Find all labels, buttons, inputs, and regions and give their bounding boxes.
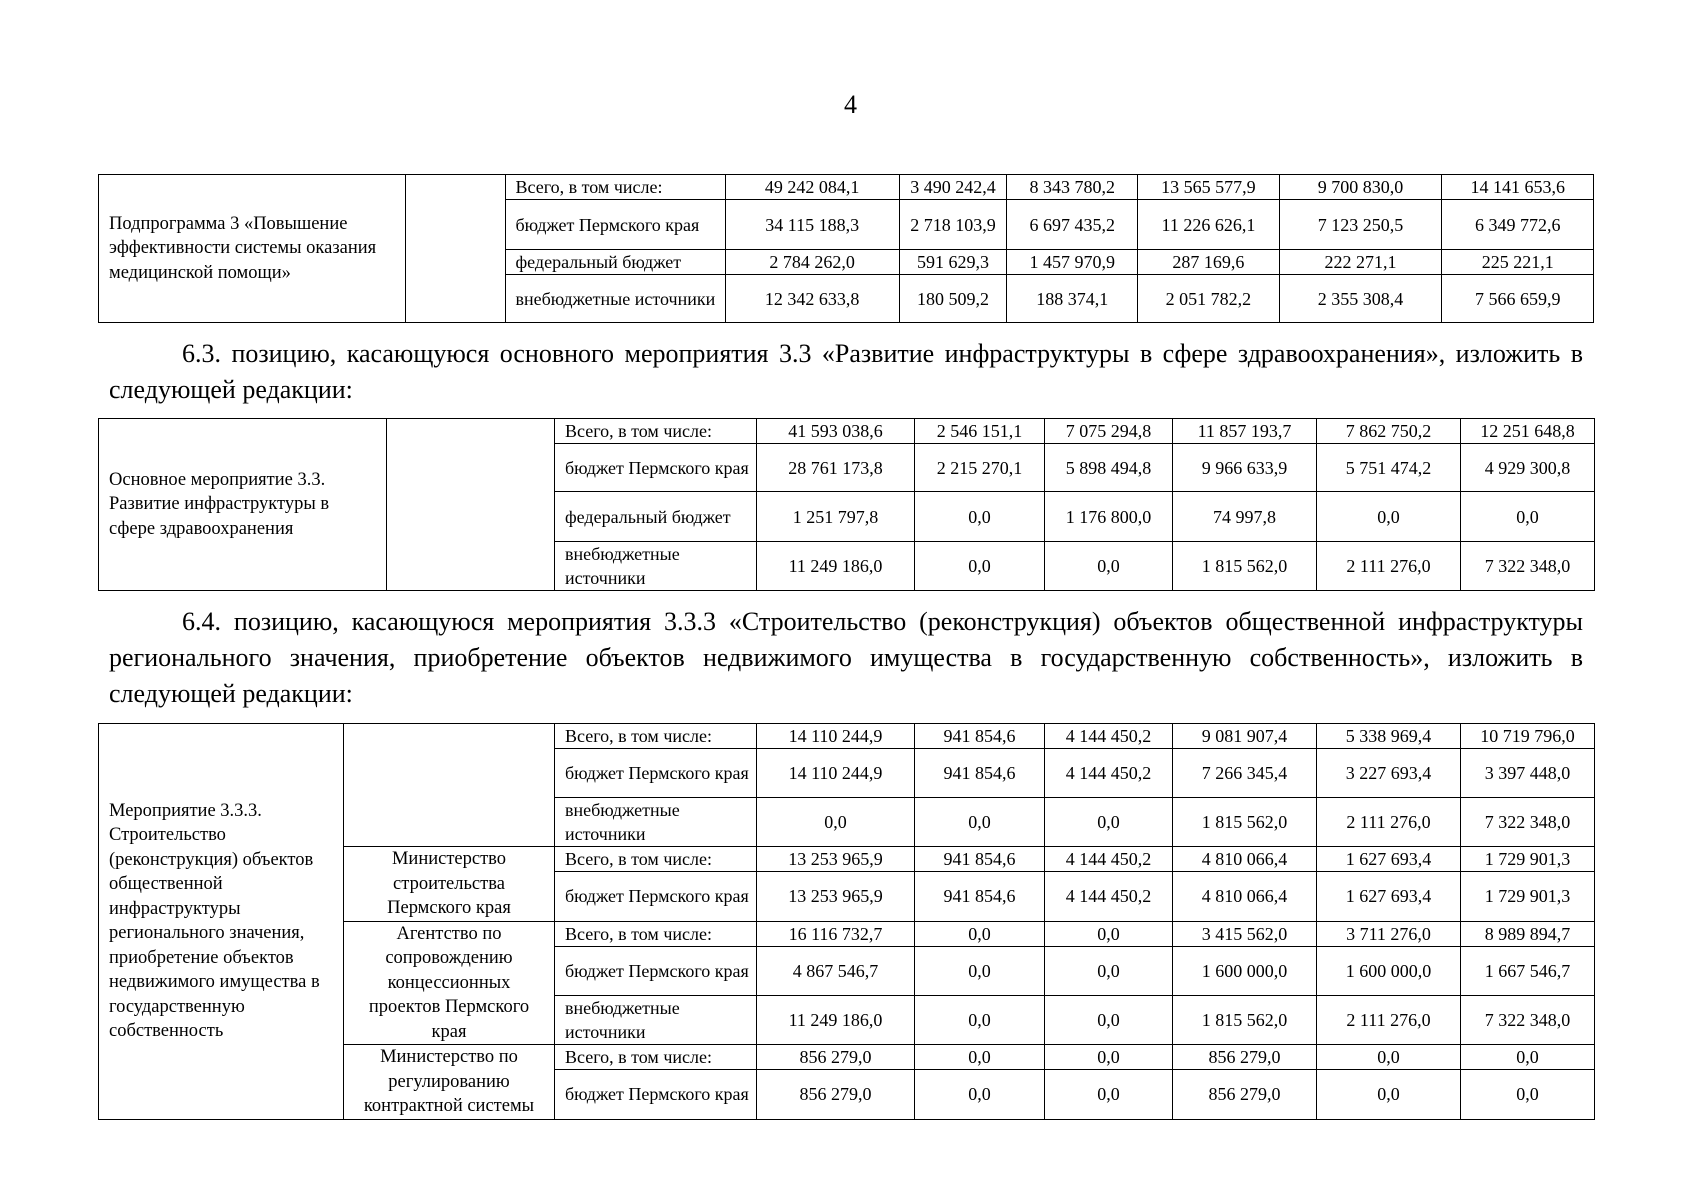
activity-3-3-3-table [98,723,1595,1120]
value-cell: 0,0 [915,1070,1045,1119]
value-cell: 5 898 494,8 [1045,444,1173,492]
value-cell: 4 867 546,7 [757,946,915,995]
value-cell: 1 729 901,3 [1461,872,1595,921]
value-cell: 2 111 276,0 [1317,995,1461,1044]
executor-cell: Министерство по регулированию контрактной системы [344,1045,555,1120]
value-cell: 9 966 633,9 [1173,444,1317,492]
value-cell: 14 141 653,6 [1442,175,1594,200]
value-cell: 856 279,0 [757,1045,915,1070]
value-cell: 8 989 894,7 [1461,921,1595,946]
value-cell: 11 249 186,0 [757,542,915,591]
executor-cell: Министерство строительства Пермского края [344,847,555,922]
value-cell: 0,0 [1045,1070,1173,1119]
value-cell: 13 253 965,9 [757,872,915,921]
value-cell: 225 221,1 [1442,250,1594,275]
value-cell: 2 111 276,0 [1317,798,1461,847]
value-cell: 4 144 450,2 [1045,724,1173,749]
value-cell: 6 349 772,6 [1442,200,1594,250]
value-cell: 0,0 [1045,1045,1173,1070]
source-cell: федеральный бюджет [505,250,725,275]
value-cell: 12 251 648,8 [1461,419,1595,444]
value-cell: 0,0 [757,798,915,847]
value-cell: 0,0 [1461,1070,1595,1119]
value-cell: 222 271,1 [1279,250,1442,275]
value-cell: 1 815 562,0 [1173,542,1317,591]
value-cell: 2 546 151,1 [915,419,1045,444]
value-cell: 28 761 173,8 [757,444,915,492]
value-cell: 4 810 066,4 [1173,872,1317,921]
value-cell: 591 629,3 [899,250,1007,275]
value-cell: 11 249 186,0 [757,995,915,1044]
value-cell: 10 719 796,0 [1461,724,1595,749]
value-cell: 3 490 242,4 [899,175,1007,200]
value-cell: 1 667 546,7 [1461,946,1595,995]
value-cell: 11 226 626,1 [1138,200,1279,250]
page-number: 4 [844,90,857,119]
value-cell: 0,0 [915,542,1045,591]
value-cell: 4 144 450,2 [1045,847,1173,872]
value-cell: 856 279,0 [757,1070,915,1119]
value-cell: 188 374,1 [1007,275,1138,323]
value-cell: 856 279,0 [1173,1045,1317,1070]
value-cell: 13 565 577,9 [1138,175,1279,200]
value-cell: 7 075 294,8 [1045,419,1173,444]
value-cell: 3 397 448,0 [1461,749,1595,798]
value-cell: 7 862 750,2 [1317,419,1461,444]
value-cell: 49 242 084,1 [725,175,899,200]
value-cell: 2 051 782,2 [1138,275,1279,323]
source-cell: федеральный бюджет [555,492,757,542]
value-cell: 6 697 435,2 [1007,200,1138,250]
value-cell: 0,0 [1317,1045,1461,1070]
value-cell: 0,0 [1461,492,1595,542]
executor-cell [387,419,555,591]
executor-cell [406,175,505,323]
value-cell: 14 110 244,9 [757,724,915,749]
subprogram-3-table [98,174,1594,323]
value-cell: 2 784 262,0 [725,250,899,275]
value-cell: 0,0 [1045,995,1173,1044]
value-cell: 0,0 [1461,1045,1595,1070]
value-cell: 1 729 901,3 [1461,847,1595,872]
value-cell: 16 116 732,7 [757,921,915,946]
value-cell: 0,0 [1045,542,1173,591]
value-cell: 9 700 830,0 [1279,175,1442,200]
value-cell: 1 176 800,0 [1045,492,1173,542]
value-cell: 0,0 [915,798,1045,847]
source-cell: внебюджетные источники [505,275,725,323]
value-cell: 8 343 780,2 [1007,175,1138,200]
value-cell: 856 279,0 [1173,1070,1317,1119]
value-cell: 0,0 [1045,798,1173,847]
value-cell: 1 457 970,9 [1007,250,1138,275]
source-cell: бюджет Пермского края [555,946,757,995]
source-cell: Всего, в том числе: [555,724,757,749]
value-cell: 5 751 474,2 [1317,444,1461,492]
source-cell: бюджет Пермского края [555,444,757,492]
source-cell: бюджет Пермского края [555,872,757,921]
source-cell: бюджет Пермского края [555,1070,757,1119]
value-cell: 0,0 [1317,1070,1461,1119]
value-cell: 3 227 693,4 [1317,749,1461,798]
value-cell: 34 115 188,3 [725,200,899,250]
value-cell: 2 111 276,0 [1317,542,1461,591]
value-cell: 1 600 000,0 [1173,946,1317,995]
value-cell: 941 854,6 [915,749,1045,798]
value-cell: 74 997,8 [1173,492,1317,542]
value-cell: 1 815 562,0 [1173,798,1317,847]
value-cell: 1 600 000,0 [1317,946,1461,995]
value-cell: 41 593 038,6 [757,419,915,444]
source-cell: бюджет Пермского края [505,200,725,250]
value-cell: 7 566 659,9 [1442,275,1594,323]
value-cell: 4 144 450,2 [1045,749,1173,798]
main-activity-3-3-table [98,418,1595,591]
value-cell: 14 110 244,9 [757,749,915,798]
source-cell: внебюджетные источники [555,798,757,847]
value-cell: 941 854,6 [915,872,1045,921]
source-cell: Всего, в том числе: [555,1045,757,1070]
value-cell: 12 342 633,8 [725,275,899,323]
source-cell: бюджет Пермского края [555,749,757,798]
value-cell: 0,0 [1317,492,1461,542]
executor-cell: Агентство по сопровождению концессионных проектов Пермского края [344,921,555,1045]
value-cell: 1 251 797,8 [757,492,915,542]
value-cell: 7 322 348,0 [1461,542,1595,591]
value-cell: 180 509,2 [899,275,1007,323]
value-cell: 11 857 193,7 [1173,419,1317,444]
value-cell: 0,0 [915,1045,1045,1070]
source-cell: Всего, в том числе: [555,419,757,444]
value-cell: 5 338 969,4 [1317,724,1461,749]
value-cell: 7 266 345,4 [1173,749,1317,798]
value-cell: 4 929 300,8 [1461,444,1595,492]
source-cell: внебюджетные источники [555,542,757,591]
value-cell: 287 169,6 [1138,250,1279,275]
source-cell: Всего, в том числе: [555,921,757,946]
value-cell: 4 144 450,2 [1045,872,1173,921]
value-cell: 0,0 [915,946,1045,995]
row-name-cell: Основное мероприятие 3.3. Развитие инфраструктуры в сфере здравоохранения [99,419,387,591]
source-cell: Всего, в том числе: [505,175,725,200]
value-cell: 4 810 066,4 [1173,847,1317,872]
value-cell: 1 627 693,4 [1317,872,1461,921]
value-cell: 13 253 965,9 [757,847,915,872]
executor-cell [344,724,555,847]
value-cell: 9 081 907,4 [1173,724,1317,749]
value-cell: 7 123 250,5 [1279,200,1442,250]
source-cell: Всего, в том числе: [555,847,757,872]
paragraph-6-4: 6.4. позицию, касающуюся мероприятия 3.3.3 «Строительство (реконструкция) объектов общественной инфраструктуры регионального значения, приобретение объектов недвижимого имущества в государственную собственность», изложить в следующей редакции: [109,607,1583,708]
value-cell: 0,0 [915,995,1045,1044]
value-cell: 0,0 [915,492,1045,542]
row-name-cell: Мероприятие 3.3.3. Строительство (реконструкция) объектов общественной инфраструктуры регионального значения, приобретение объектов недвижимого имущества в государственную собственность [99,724,344,1120]
value-cell: 2 215 270,1 [915,444,1045,492]
value-cell: 2 355 308,4 [1279,275,1442,323]
paragraph-6-3: 6.3. позицию, касающуюся основного мероприятия 3.3 «Развитие инфраструктуры в сфере здравоохранения», изложить в следующей редакции: [109,339,1583,404]
value-cell: 7 322 348,0 [1461,798,1595,847]
value-cell: 941 854,6 [915,847,1045,872]
value-cell: 0,0 [1045,921,1173,946]
row-name-cell: Подпрограмма 3 «Повышение эффективности системы оказания медицинской помощи» [99,175,406,323]
value-cell: 1 627 693,4 [1317,847,1461,872]
value-cell: 2 718 103,9 [899,200,1007,250]
value-cell: 1 815 562,0 [1173,995,1317,1044]
value-cell: 941 854,6 [915,724,1045,749]
value-cell: 3 711 276,0 [1317,921,1461,946]
value-cell: 3 415 562,0 [1173,921,1317,946]
value-cell: 0,0 [1045,946,1173,995]
value-cell: 7 322 348,0 [1461,995,1595,1044]
source-cell: внебюджетные источники [555,995,757,1044]
value-cell: 0,0 [915,921,1045,946]
